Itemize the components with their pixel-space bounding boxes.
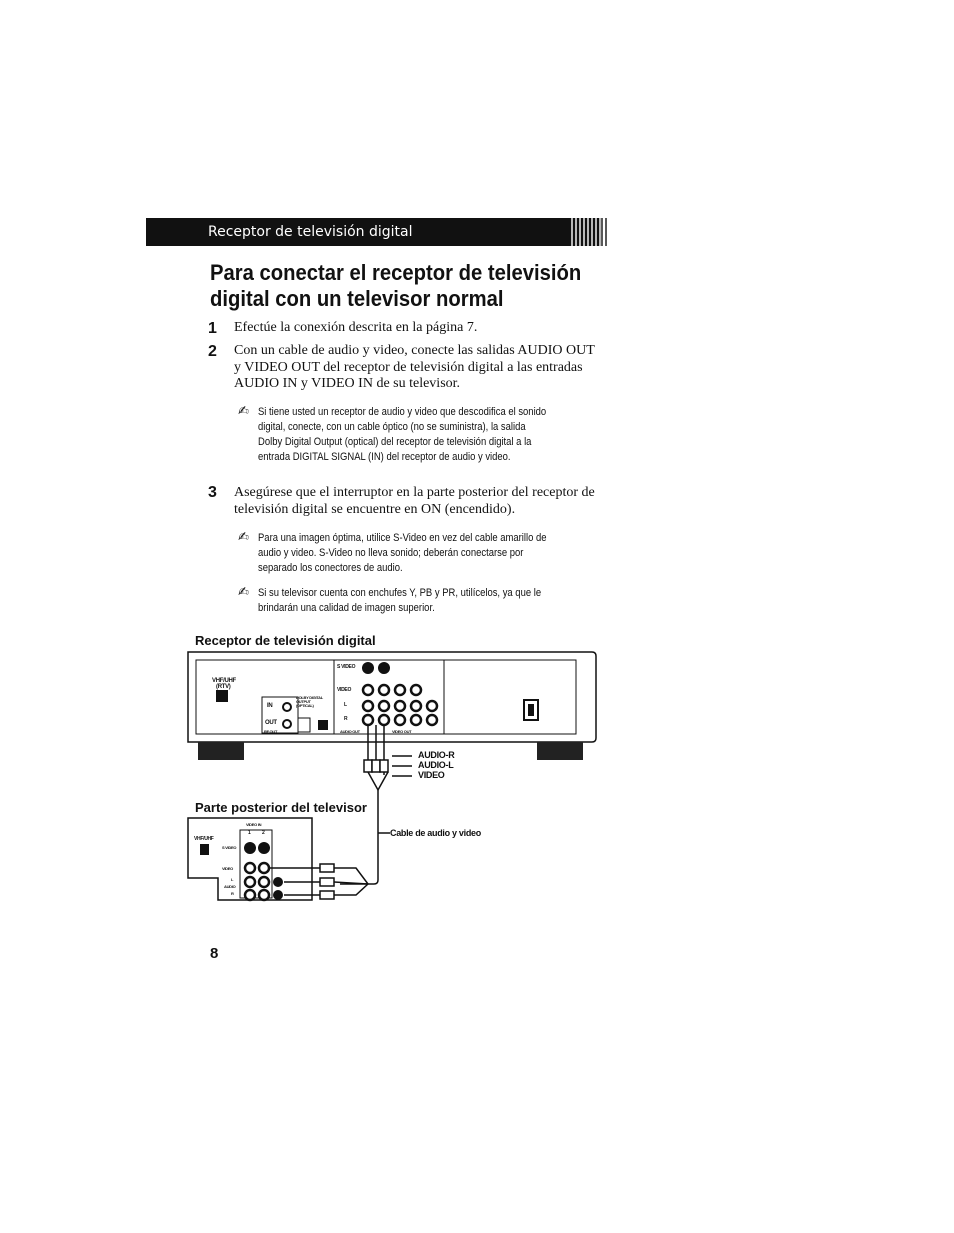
section-header-text: Receptor de televisión digital (208, 224, 413, 240)
video-jack (379, 685, 389, 695)
receiver-rear-panel (188, 652, 596, 760)
video-jack (411, 685, 421, 695)
receiver-vhf-label: VHF/UHF (212, 678, 236, 684)
note-1: Si tiene usted un receptor de audio y video que descodifica el sonido digital, conecte, con un cable óptico (no se suministra), la salida Dolby Digital Output (optical) del receptor de televisión digital a la entrada DIGITAL SIGNAL (IN) del receptor de audio y video. (258, 406, 547, 463)
receiver-svideo-label: S VIDEO (337, 664, 356, 670)
audio-r-jack (427, 715, 437, 725)
tv-vhf-label: VHF/UHF (194, 836, 214, 842)
tv-audio-r-jack (259, 890, 269, 900)
tv-rf-connector (200, 844, 209, 855)
receiver-foot-left (198, 742, 244, 760)
tv-r-label: R (231, 891, 234, 896)
s-video-jack (378, 662, 390, 674)
plug-label-audio-r: AUDIO-R (418, 750, 455, 760)
tv-audio-l-jack (259, 877, 269, 887)
step-3-text: Asegúrese que el interruptor en la parte posterior del receptor de televisión digital se encuentre en ON (encendido). (234, 485, 595, 517)
av-cable (340, 725, 412, 884)
tv-s-video-jack (258, 842, 270, 854)
tv-s-video-jack (244, 842, 256, 854)
plug-label-audio-l: AUDIO-L (418, 760, 454, 770)
tv-video-label: VIDEO (222, 866, 233, 871)
audio-r-jack (411, 715, 421, 725)
audio-r-jack (363, 715, 373, 725)
page-title: Para conectar el receptor de televisión digital con un televisor normal (210, 260, 582, 311)
optical-port (298, 718, 310, 732)
note-2: Para una imagen óptima, utilice S-Video en vez del cable amarillo de audio y video. S-Video no lleva sonido; deberán conectarse por separado los conectores de audio. (258, 532, 547, 574)
audio-l-jack (379, 701, 389, 711)
rf-in-jack (283, 703, 291, 711)
video-jack (363, 685, 373, 695)
switch (318, 720, 328, 730)
audio-l-jack (411, 701, 421, 711)
audio-r-jack (379, 715, 389, 725)
tv-figure-label: Parte posterior del televisor (195, 800, 367, 815)
receiver-video-label: VIDEO (337, 687, 352, 693)
receiver-rf-label: RF OUT (264, 729, 278, 734)
step-1-number: 1 (208, 320, 217, 337)
step-3-number: 3 (208, 484, 217, 501)
receiver-in-label: IN (267, 703, 273, 709)
receiver-out-label: OUT (265, 720, 277, 726)
note-pen-icon: ✍ (238, 585, 249, 600)
tv-audio-label: AUDIO (224, 884, 236, 889)
tv-video-in-label: VIDEO IN (246, 822, 262, 827)
receiver-video-out-label: VIDEO OUT (392, 729, 412, 734)
audio-l-jack (395, 701, 405, 711)
tv-l-label: L (231, 877, 234, 882)
tv-audio-r-jack (245, 890, 255, 900)
note-pen-icon: ✍ (238, 404, 249, 419)
receiver-foot-right (537, 742, 583, 760)
page-number: 8 (210, 945, 219, 962)
step-2-text: Con un cable de audio y video, conecte las salidas AUDIO OUT y VIDEO OUT del receptor de televisión digital a las entradas AUDIO IN y VIDEO IN de su televisor. (234, 343, 595, 391)
receiver-optical-label: DOLBY DIGITAL OUTPUT (OPTICAL) (296, 695, 323, 708)
audio-l-jack (363, 701, 373, 711)
note-3: Si su televisor cuenta con enchufes Y, PB y PR, utilícelos, ya que le brindarán una calidad de imagen superior. (258, 587, 542, 614)
tv-cable (270, 864, 368, 899)
step-1-text: Efectúe la conexión descrita en la página 7. (234, 320, 478, 335)
note-pen-icon: ✍ (238, 530, 249, 545)
step-2-number: 2 (208, 343, 217, 360)
s-video-jack (362, 662, 374, 674)
tv-audio-l-jack (245, 877, 255, 887)
tv-col1-label: 1 (248, 830, 251, 836)
rf-out-jack (283, 720, 291, 728)
receiver-l-label: L (344, 702, 347, 708)
audio-l-jack (427, 701, 437, 711)
plug-label-video: VIDEO (418, 770, 445, 780)
cable-label: Cable de audio y video (390, 828, 481, 838)
receiver-r-label: R (344, 716, 348, 722)
receiver-rtv-label: (RTV) (216, 684, 231, 690)
audio-r-jack (395, 715, 405, 725)
tv-video-jack (245, 863, 255, 873)
tv-col2-label: 2 (262, 830, 265, 836)
rf-connector (216, 690, 228, 702)
tv-svideo-label: S VIDEO (222, 845, 237, 850)
tv-video-jack (259, 863, 269, 873)
receiver-audio-out-label: AUDIO OUT (340, 729, 360, 734)
receiver-figure-label: Receptor de televisión digital (195, 633, 376, 648)
video-jack (395, 685, 405, 695)
